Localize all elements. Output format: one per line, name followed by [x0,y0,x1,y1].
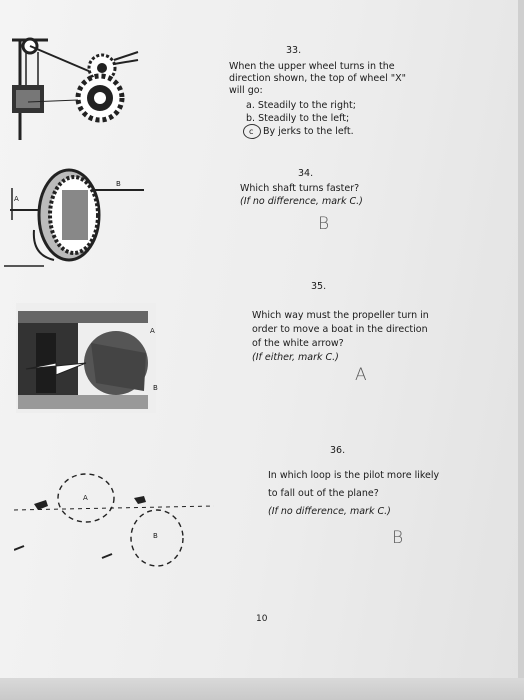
figure-35-label-a: A [150,327,155,335]
lower-gear-x-icon [78,76,122,120]
figure-36-label-a: A [83,494,88,502]
q33-option-c: By jerks to the left. [263,126,354,137]
q35-line-3: of the white arrow? [252,338,344,349]
q36-number: 36. [330,445,346,456]
q33-line-1: When the upper wheel turns in the [229,61,395,72]
figure-35-label-b: B [153,384,158,392]
q36-line-2: to fall out of the plane? [268,488,379,499]
q33-line-2: direction shown, the top of wheel "X" [229,73,407,84]
q34-number: 34. [298,168,314,179]
page-number: 10 [256,614,268,624]
q35-number: 35. [311,281,327,292]
q34-line-2: (If no difference, mark C.) [240,196,363,207]
figure-34-label-b: B [116,180,121,188]
q35-line-1: Which way must the propeller turn in [252,310,429,321]
q35-line-4: (If either, mark C.) [252,352,339,363]
table-surface [0,678,524,700]
q36-line-1: In which loop is the pilot more likely [268,470,440,481]
figure-34-gear-shafts [4,160,154,270]
q33-number: 33. [286,45,302,56]
page-edge [518,0,524,700]
figure-36-plane-loops [14,460,214,585]
figure-33-pulley-gears [8,30,168,150]
figure-34-label-a: A [14,195,19,203]
q33-option-b: b. Steadily to the left; [246,113,350,124]
q36-handwritten-answer: B [392,528,404,548]
q34-line-1: Which shaft turns faster? [240,183,360,194]
figure-35-propeller-photo [16,303,156,413]
q36-line-3: (If no difference, mark C.) [268,506,391,517]
q35-line-2: order to move a boat in the direction [252,324,428,335]
q35-handwritten-answer: A [355,365,367,385]
q33-option-c-letter: c [249,127,254,136]
q33-option-a: a. Steadily to the right; [246,100,356,111]
q34-handwritten-answer: B [318,214,330,234]
q33-line-3: will go: [229,85,263,96]
figure-36-label-b: B [153,532,158,540]
